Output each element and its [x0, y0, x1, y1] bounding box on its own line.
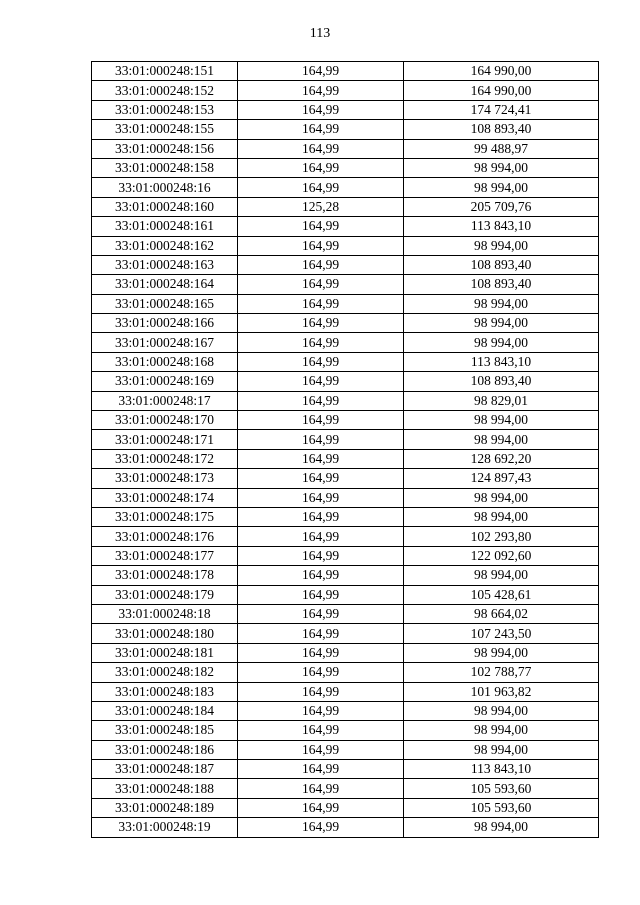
cadastral-number-cell: 33:01:000248:171: [92, 430, 238, 449]
value-cell: 108 893,40: [404, 372, 599, 391]
area-cell: 164,99: [238, 585, 404, 604]
cadastral-number-cell: 33:01:000248:174: [92, 488, 238, 507]
cadastral-number-cell: 33:01:000248:166: [92, 314, 238, 333]
value-cell: 98 994,00: [404, 740, 599, 759]
table-row: [92, 197, 599, 216]
value-cell: 98 994,00: [404, 236, 599, 255]
value-cell: 98 994,00: [404, 178, 599, 197]
cadastral-number-cell: 33:01:000248:19: [92, 818, 238, 837]
cadastral-number-cell: 33:01:000248:168: [92, 352, 238, 371]
table-row: [92, 488, 599, 507]
area-cell: 164,99: [238, 760, 404, 779]
cadastral-number-cell: 33:01:000248:151: [92, 62, 238, 81]
area-cell: 164,99: [238, 488, 404, 507]
cadastral-number-cell: 33:01:000248:183: [92, 682, 238, 701]
table-row: [92, 663, 599, 682]
table-row: [92, 333, 599, 352]
value-cell: 113 843,10: [404, 217, 599, 236]
cadastral-number-cell: 33:01:000248:181: [92, 643, 238, 662]
cadastral-number-cell: 33:01:000248:188: [92, 779, 238, 798]
value-cell: 105 428,61: [404, 585, 599, 604]
value-cell: 108 893,40: [404, 120, 599, 139]
value-cell: 98 664,02: [404, 604, 599, 623]
value-cell: 98 994,00: [404, 721, 599, 740]
cadastral-number-cell: 33:01:000248:185: [92, 721, 238, 740]
cadastral-number-cell: 33:01:000248:163: [92, 255, 238, 274]
area-cell: 164,99: [238, 798, 404, 817]
value-cell: 98 994,00: [404, 818, 599, 837]
cadastral-number-cell: 33:01:000248:179: [92, 585, 238, 604]
table-row: [92, 411, 599, 430]
area-cell: 164,99: [238, 236, 404, 255]
table-row: [92, 430, 599, 449]
table-row: [92, 682, 599, 701]
area-cell: 164,99: [238, 701, 404, 720]
table-row: [92, 604, 599, 623]
value-cell: 164 990,00: [404, 81, 599, 100]
table-row: [92, 507, 599, 526]
table-row: [92, 701, 599, 720]
value-cell: 113 843,10: [404, 760, 599, 779]
value-cell: 102 788,77: [404, 663, 599, 682]
cadastral-number-cell: 33:01:000248:169: [92, 372, 238, 391]
table-row: [92, 585, 599, 604]
area-cell: 164,99: [238, 333, 404, 352]
table-body: [92, 62, 599, 838]
table-row: [92, 158, 599, 177]
table-row: [92, 740, 599, 759]
cadastral-number-cell: 33:01:000248:172: [92, 449, 238, 468]
cadastral-number-cell: 33:01:000248:153: [92, 100, 238, 119]
table-row: [92, 779, 599, 798]
cadastral-number-cell: 33:01:000248:170: [92, 411, 238, 430]
cadastral-number-cell: 33:01:000248:175: [92, 507, 238, 526]
cadastral-number-cell: 33:01:000248:178: [92, 566, 238, 585]
cadastral-number-cell: 33:01:000248:189: [92, 798, 238, 817]
area-cell: 164,99: [238, 81, 404, 100]
area-cell: 164,99: [238, 391, 404, 410]
table-row: [92, 624, 599, 643]
table-row: [92, 314, 599, 333]
area-cell: 164,99: [238, 682, 404, 701]
area-cell: 164,99: [238, 62, 404, 81]
area-cell: 164,99: [238, 721, 404, 740]
value-cell: 122 092,60: [404, 546, 599, 565]
value-cell: 101 963,82: [404, 682, 599, 701]
area-cell: 164,99: [238, 469, 404, 488]
area-cell: 164,99: [238, 449, 404, 468]
area-cell: 125,28: [238, 197, 404, 216]
area-cell: 164,99: [238, 158, 404, 177]
value-cell: 113 843,10: [404, 352, 599, 371]
value-cell: 128 692,20: [404, 449, 599, 468]
table-row: [92, 566, 599, 585]
table-row: [92, 217, 599, 236]
cadastral-number-cell: 33:01:000248:18: [92, 604, 238, 623]
table-row: [92, 760, 599, 779]
cadastral-number-cell: 33:01:000248:17: [92, 391, 238, 410]
area-cell: 164,99: [238, 818, 404, 837]
value-cell: 124 897,43: [404, 469, 599, 488]
area-cell: 164,99: [238, 527, 404, 546]
table-row: [92, 818, 599, 837]
table-row: [92, 391, 599, 410]
value-cell: 107 243,50: [404, 624, 599, 643]
value-cell: 99 488,97: [404, 139, 599, 158]
area-cell: 164,99: [238, 546, 404, 565]
area-cell: 164,99: [238, 120, 404, 139]
area-cell: 164,99: [238, 217, 404, 236]
cadastral-number-cell: 33:01:000248:160: [92, 197, 238, 216]
value-cell: 98 994,00: [404, 566, 599, 585]
area-cell: 164,99: [238, 663, 404, 682]
value-cell: 98 994,00: [404, 411, 599, 430]
data-table: [91, 61, 599, 838]
value-cell: 98 994,00: [404, 294, 599, 313]
cadastral-number-cell: 33:01:000248:177: [92, 546, 238, 565]
area-cell: 164,99: [238, 643, 404, 662]
value-cell: 98 994,00: [404, 701, 599, 720]
table-row: [92, 469, 599, 488]
cadastral-number-cell: 33:01:000248:161: [92, 217, 238, 236]
area-cell: 164,99: [238, 430, 404, 449]
table-row: [92, 120, 599, 139]
area-cell: 164,99: [238, 255, 404, 274]
value-cell: 98 994,00: [404, 158, 599, 177]
table-row: [92, 275, 599, 294]
value-cell: 98 994,00: [404, 643, 599, 662]
table-row: [92, 798, 599, 817]
value-cell: 98 994,00: [404, 314, 599, 333]
cadastral-number-cell: 33:01:000248:186: [92, 740, 238, 759]
table-row: [92, 546, 599, 565]
area-cell: 164,99: [238, 507, 404, 526]
cadastral-number-cell: 33:01:000248:164: [92, 275, 238, 294]
area-cell: 164,99: [238, 411, 404, 430]
table-row: [92, 100, 599, 119]
value-cell: 105 593,60: [404, 779, 599, 798]
table-row: [92, 527, 599, 546]
table-row: [92, 352, 599, 371]
value-cell: 108 893,40: [404, 275, 599, 294]
cadastral-number-cell: 33:01:000248:184: [92, 701, 238, 720]
value-cell: 98 994,00: [404, 430, 599, 449]
table-row: [92, 643, 599, 662]
value-cell: 98 829,01: [404, 391, 599, 410]
table-row: [92, 294, 599, 313]
table-row: [92, 236, 599, 255]
area-cell: 164,99: [238, 178, 404, 197]
table-row: [92, 178, 599, 197]
value-cell: 164 990,00: [404, 62, 599, 81]
area-cell: 164,99: [238, 275, 404, 294]
table-row: [92, 255, 599, 274]
cadastral-number-cell: 33:01:000248:176: [92, 527, 238, 546]
value-cell: 205 709,76: [404, 197, 599, 216]
cadastral-number-cell: 33:01:000248:158: [92, 158, 238, 177]
value-cell: 98 994,00: [404, 333, 599, 352]
cadastral-number-cell: 33:01:000248:155: [92, 120, 238, 139]
cadastral-number-cell: 33:01:000248:165: [92, 294, 238, 313]
value-cell: 174 724,41: [404, 100, 599, 119]
table-row: [92, 139, 599, 158]
cadastral-number-cell: 33:01:000248:180: [92, 624, 238, 643]
area-cell: 164,99: [238, 779, 404, 798]
area-cell: 164,99: [238, 624, 404, 643]
value-cell: 105 593,60: [404, 798, 599, 817]
table-row: [92, 449, 599, 468]
page-number: 113: [309, 26, 331, 41]
cadastral-number-cell: 33:01:000248:167: [92, 333, 238, 352]
area-cell: 164,99: [238, 100, 404, 119]
cadastral-number-cell: 33:01:000248:173: [92, 469, 238, 488]
area-cell: 164,99: [238, 372, 404, 391]
table-row: [92, 62, 599, 81]
area-cell: 164,99: [238, 294, 404, 313]
cadastral-number-cell: 33:01:000248:16: [92, 178, 238, 197]
cadastral-number-cell: 33:01:000248:156: [92, 139, 238, 158]
value-cell: 108 893,40: [404, 255, 599, 274]
table-row: [92, 721, 599, 740]
value-cell: 98 994,00: [404, 507, 599, 526]
area-cell: 164,99: [238, 352, 404, 371]
area-cell: 164,99: [238, 740, 404, 759]
cadastral-number-cell: 33:01:000248:162: [92, 236, 238, 255]
table-row: [92, 81, 599, 100]
area-cell: 164,99: [238, 314, 404, 333]
area-cell: 164,99: [238, 604, 404, 623]
area-cell: 164,99: [238, 566, 404, 585]
cadastral-number-cell: 33:01:000248:187: [92, 760, 238, 779]
area-cell: 164,99: [238, 139, 404, 158]
table-row: [92, 372, 599, 391]
value-cell: 102 293,80: [404, 527, 599, 546]
cadastral-number-cell: 33:01:000248:152: [92, 81, 238, 100]
cadastral-number-cell: 33:01:000248:182: [92, 663, 238, 682]
value-cell: 98 994,00: [404, 488, 599, 507]
